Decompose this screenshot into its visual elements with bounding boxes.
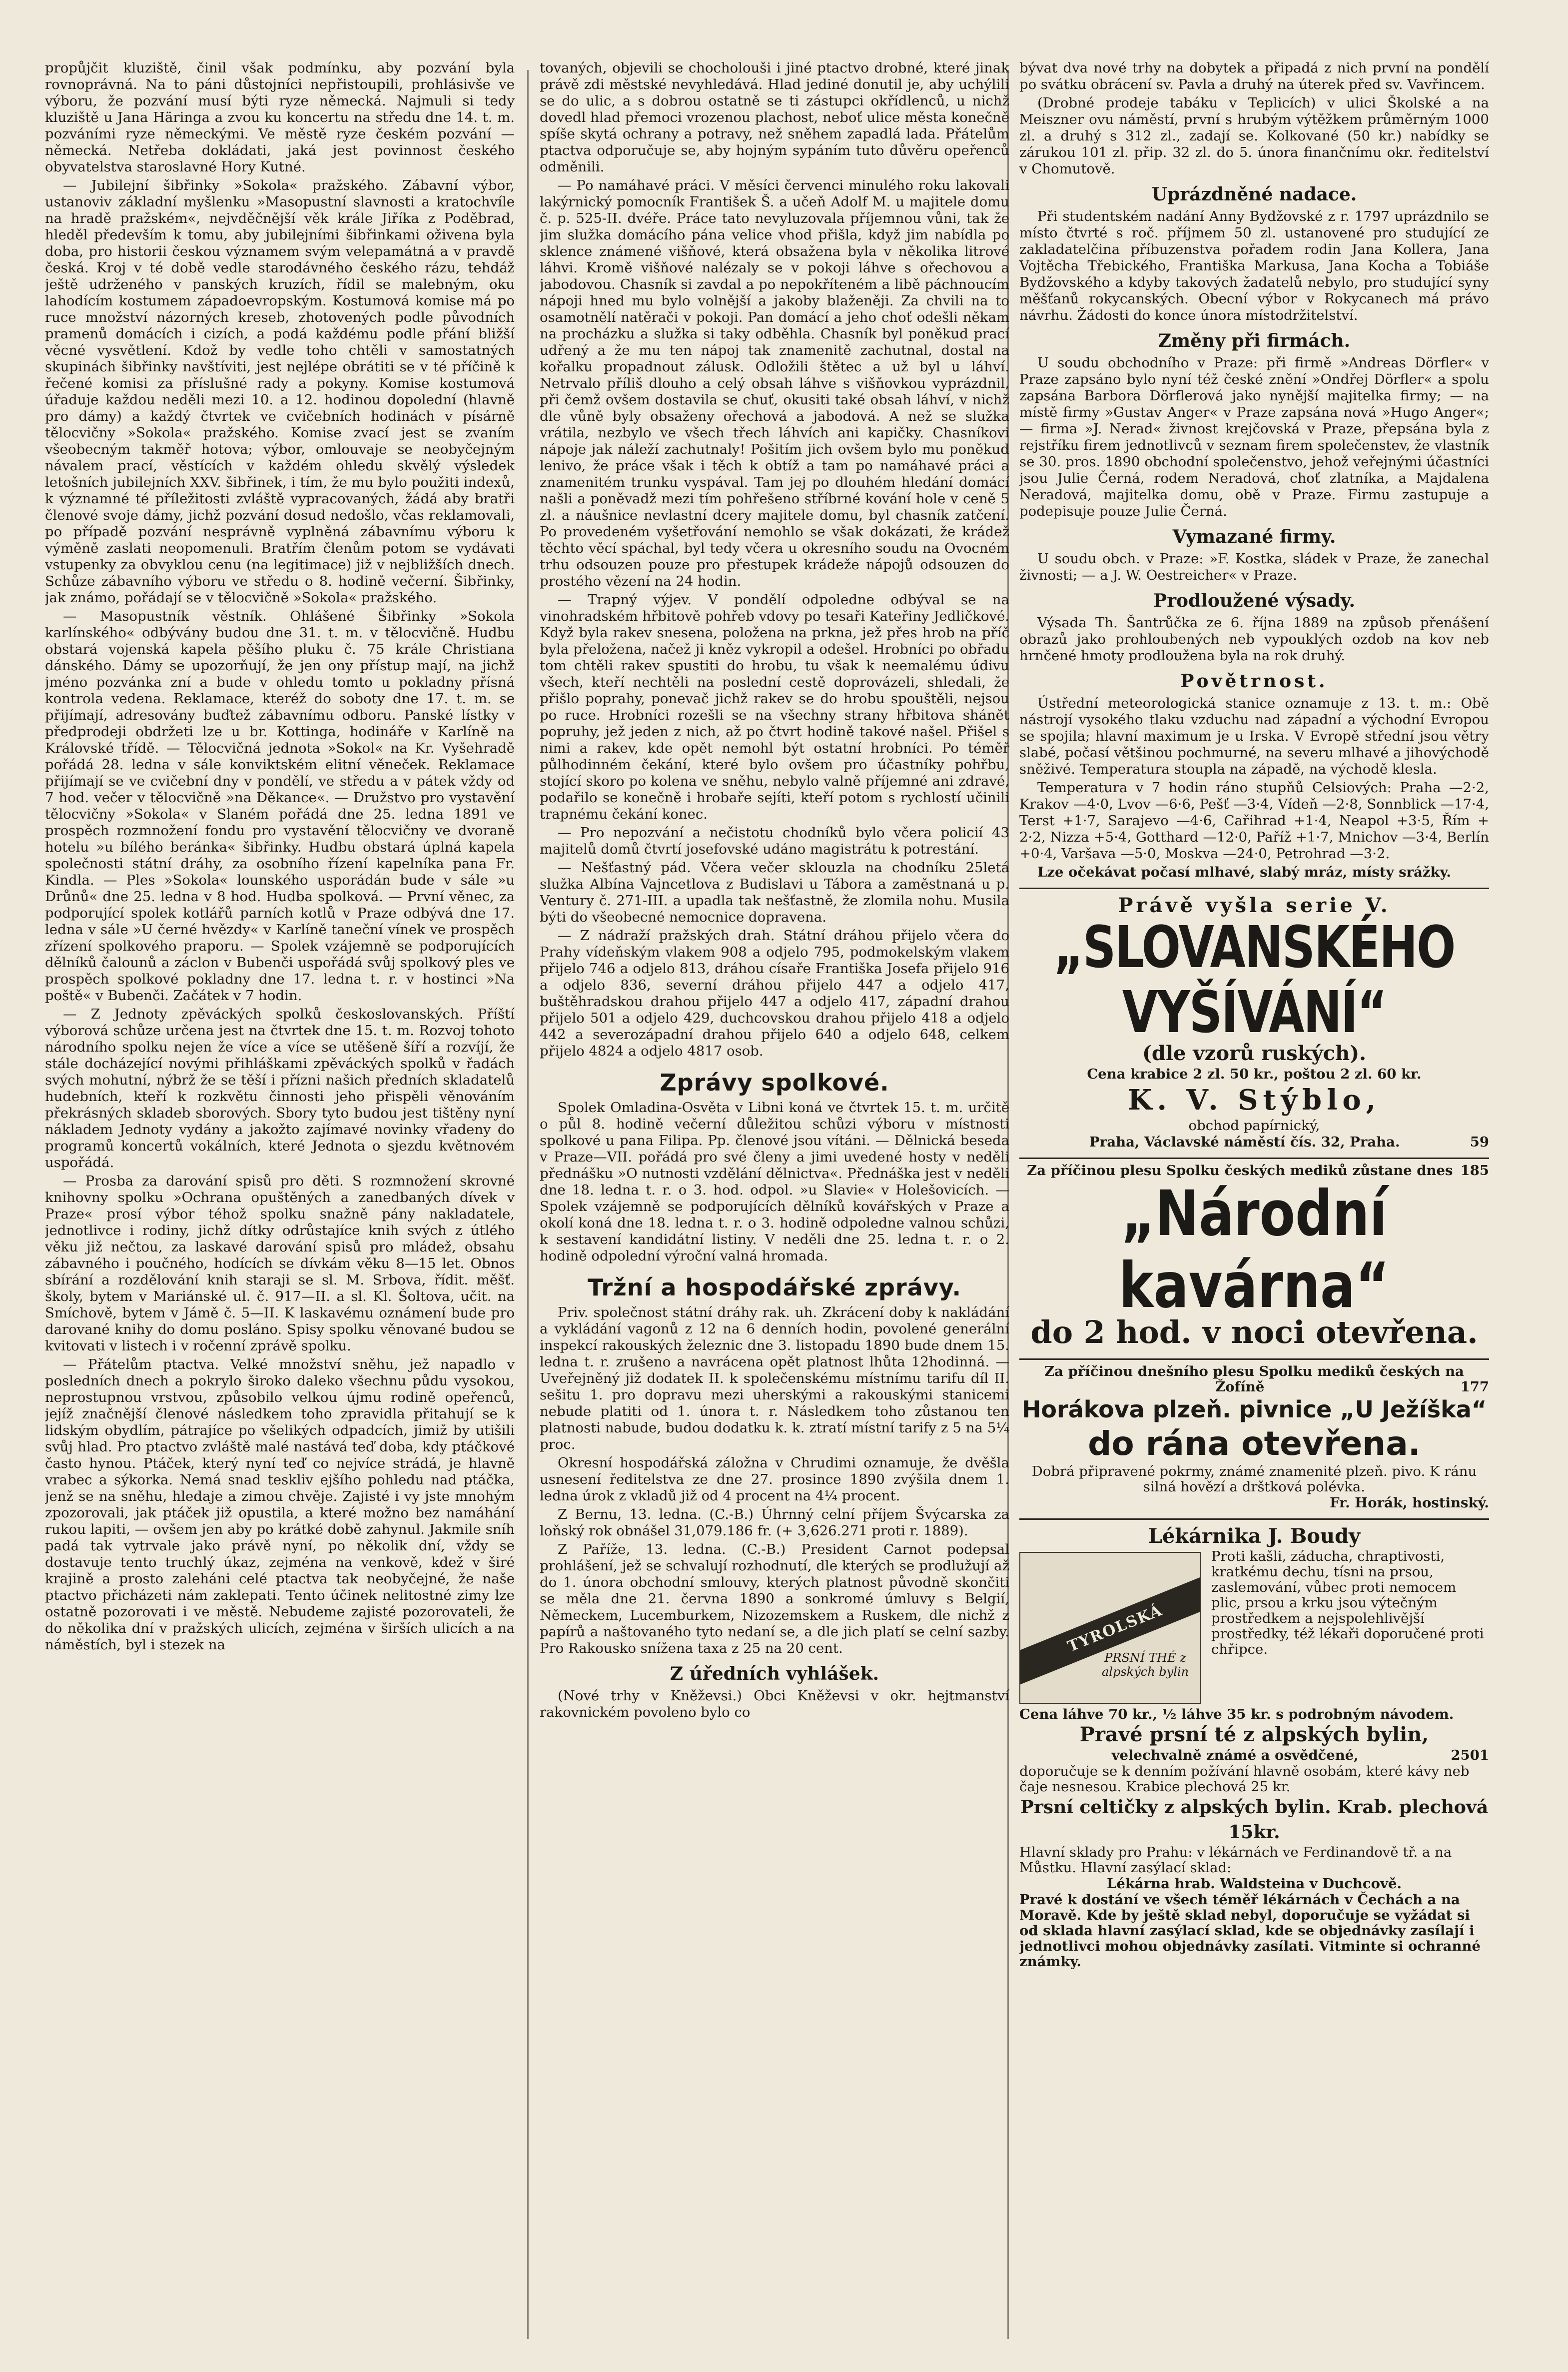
ad-text: Proti kašli, záducha, chraptivosti, kratkému dechu, tísni na prsou, zaslemování, vůbec proti nemocem plic, prsou a krku jsou výtečným prostředkem a nejspolehlivější prostředky, též lékaři doporučené proti chřipce. xyxy=(1211,1548,1484,1657)
section-heading: Povětrnost. xyxy=(1180,671,1328,692)
ad-depot: Hlavní sklady pro Prahu: v lékárnách ve Ferdinandově tř. a na Můstku. Hlavní zasýlací sklad: xyxy=(1019,1844,1452,1876)
article-text: Okresní hospodářská záložna v Chrudimi oznamuje, že dvěšla usnesení ředitelstva ze dne 27. prosince 1890 zvýšila dnem 1. ledna úrok z vkladů již od 4 procent na 4¼ procent. xyxy=(540,1455,1009,1504)
ad-shop: obchod papírnický, xyxy=(1188,1118,1320,1134)
article-text: — Nešťastný pád. Včera večer sklouzla na chodníku 25letá služka Albína Vajncetlova z Budislavi u Tábora a zaměstnaná u p. Ventury č. 271-III. a upadla tak nešťastně, že zlomila nohu. Musila býti do všeobecné nemocnice dopravena. xyxy=(540,860,1009,925)
article-text: U soudu obchodního v Praze: při firmě »Andreas Dörfler« v Praze zapsáno bylo nyní též české znění »Ondřej Dörfler« a spolu zapsána Barbora Dörflerová jako nynější majitelka firmy; — na místě firmy »Gustav Anger« v Praze zapsána nová »Hugo Anger«; — firma »J. Nerad« živnost krejčovská v Praze, přepsána byla z rejstříku firem jednotlivců v seznam firem společenstev, že vlastník se 30. pros. 1890 obchodní společenstvo, jehož veřejnými účastníci jsou Julie Černá, rodem Neradová, choť zlatníka, a Majdalena Neradová, majitelka domu, obě v Praze. Firmu zastupuje a podepisuje pouze Julie Černá. xyxy=(1019,355,1489,519)
section-heading: Prodloužené výsady. xyxy=(1153,590,1355,611)
article-text: Temperatura v 7 hodin ráno stupňů Celsiových: Praha —2·2, Krakov —4·0, Lvov —6·6, Pešť —3·4, Vídeň —2·8, Sonnblick —17·4, Terst +1·7, Sarajevo —4·6, Cařihrad +1·4, Neapol +3·5, Řím + 2·2, Nizza +5·4, Gotthard —12·0, Paříž +1·7, Mnichov —3·4, Berlín +0·4, Varšava —5·0, Moskva —24·0, Petrohrad —3·2. xyxy=(1019,780,1489,862)
section-heading: Změny při firmách. xyxy=(1158,330,1351,351)
article-text: Z Paříže, 13. ledna. (C.-B.) President Carnot podepsal prohlášení, jež se schvalují rozhodnutí, dle kterých se prodlužují až do 1. února obchodní smlouvy, kterých platnost původně skončiti se měla dne 21. června 1890 a sonkromé úmluvy s Belgií, Německem, Lucemburkem, Nizozemskem a Ruskem, dle nichž z papírů a naštovaného tyto nedaní se, a dle jich platí se celní sazby. Pro Rakousko snížena taxa z 25 na 20 cent. xyxy=(540,1541,1009,1656)
article-text: Výsada Th. Šantrůčka ze 6. října 1889 na způsob přenášení obrazů jako prohloubených neb vypouklých ozdob na kov neb hrnčené hmoty prodloužena byla na rok druhý. xyxy=(1019,615,1489,664)
package-sublabel: PRSNÍ THÉ z alpských bylin xyxy=(1101,1651,1189,1679)
ad-address: Praha, Václavské náměstí čís. 32, Praha. xyxy=(1089,1134,1400,1150)
article-text: Priv. společnost státní dráhy rak. uh. Zkrácení doby k nakládání a vykládání vagonů z 12 na 6 denních hodin, povolené generální inspekcí rakouských železnic dne 3. listopadu 1890 bude dnem 15. ledna t. r. zrušeno a navrácena opět platnost lhůta 12hodinná. — Uveřejněný již dodatek II. k společenskému místnímu tarifu díl II. sešitu 1. pro dopravu mezi uherskými a rakouskými stanicemi nebude platiti od 1. února t. r. Následkem toho zůstanou ten platnosti nabude, budou dodatku k. k. ztratí místní tarify z 5 na 5¼ proc. xyxy=(540,1304,1009,1452)
ad-depot-main: Lékárna hrab. Waldsteina v Duchcově. xyxy=(1106,1876,1402,1892)
ad-text: doporučuje se k denním požívání hlavně osobám, které kávy neb čaje nesnesou. Krabice plechová 25 kr. xyxy=(1019,1763,1470,1795)
article-text: tovaných, objevili se chocholouši i jiné ptactvo drobné, které jinak právě zdi městské nevyhledává. Hlad jediné donutil je, aby uchýlili se do ulic, a s dobrou ostatně se ti zástupci okřídlenců, u nichž dovedl hlad přemoci vrozenou plachost, neboť ulice města konečně spíše skytá ochrany a potravy, než sněhem zapadlá lada. Přátelům ptactva odporučuje se, aby hojným sypáním tuto důvěru opeřenců odměnili. xyxy=(540,60,1009,175)
ad-open: do rána otevřena. xyxy=(1088,1424,1421,1463)
ad-number: 185 xyxy=(1460,1163,1489,1179)
article-text: — Z Jednoty zpěváckých spolků českoslovanských. Příští výborová schůze určena jest na čtvrtek dne 15. t. m. Rozvoj tohoto národního spolku nejen že více a více se utěšeně šíří a rozvíjí, že stále docházející novými přihláškami zpěváckých spolků v řadách svých mohutní, nýbrž že se těší i přízni našich předních skladatelů hudebních, kteří k rozkvětu činnosti jeho přispěli věnováním překrásných skladeb sborových. Sbory tyto budou jest tištěny nyní nákladem Jednoty vydány a jakožto zajímavé novinky vřadeny do programů koncertů vokálních, které Jednota o sjezdu květnovém uspořádá. xyxy=(45,1006,515,1171)
article-text: Ústřední meteorologická stanice oznamuje z 13. t. m.: Obě nástrojí vysokého tlaku vzduchu nad západní a východní Evropou se spojila; hlavní maximum je u Irska. V Evropě střední jsou větry slabé, počasí většinou pochmurné, na severu mlhavé a jihovýchodě sněživé. Temperatura stoupla na západě, na východě klesla. xyxy=(1019,695,1489,777)
ad-title: „SLOVANSKÉHO VYŠÍVÁNÍ“ xyxy=(1053,914,1455,1046)
article-text: — Trapný výjev. V pondělí odpoledne odbýval se na vinohradském hřbitově pohřeb vdovy po tesaři Kateřiny Jedličkové. Když byla rakev snesena, položena na prkna, jež přes hrob na příč byla přeložena, načež ji kněz vykropil a odešel. Hrobníci po obřadu tom chtěli rakev spustiti do hrobu, tu však k neemalému údivu všech, kteří nechtěli na poslední cestě doprovázeli, shledali, že přišlo poprahy, ponevač jichž rakev se do hrobu spouštěli, nejsou po ruce. Hrobníci rozešli se na všechny strany hřbitova shánět popruhy, jež jeden z nich, až po čtvrt hodině takové našel. Přišel s nimi a rakev, kde opět nemohl být ostatní hrobníci. Po téměř půlhodinném čekání, které bylo ovšem pro účastníky pohřbu, stojící skoro po kolena ve sněhu, nebylo valně příjemné ani zdravé, podařilo se konečně i hrobaře sejíti, kteří potom s rychlostí učinili trapnému čekání konec. xyxy=(540,592,1009,822)
article-text: Spolek Omladina-Osvěta v Libni koná ve čtvrtek 15. t. m. určitě o půl 8. hodině večerní důležitou schůzi výboru v místnosti spolkové u pana Filipa. Pp. členové jsou vítáni. — Dělnická beseda v Praze—VII. pořádá pro své členy a jimi uvedené hosty v neděli přednášku »O nutnosti vzdělání dělnictva«. Přednáška jest v neděli dne 18. ledna t. r. o 3. hod. odpol. »u Slavie« v Holešovicích. — Spolek vzájemně se podporujících dělníků kovářských v Praze a okolí koná dne 18. ledna t. r. o 3. hodině odpoledne valnou schůzi, k sestavení kandidátní listiny. V neděli dne 25. ledna t. r. o 2. hodině odpolední výroční valná hromada. xyxy=(540,1100,1009,1264)
article-text: — Z nádraží pražských drah. Státní dráhou přijelo včera do Prahy vídeňským vlakem 908 a odjelo 795, podmokelským vlakem přijelo 746 a odjelo 813, dráhou císaře Františka Josefa přijelo 916 a odjelo 836, severní dráhou přijelo 447 a odjelo 417, buštěhradskou drahou přijelo 447 a odjelo 417, západní drahou přijelo 501 a odjelo 429, duchcovskou drahou přijelo 418 a odjelo 442 a severozápadní drahou přijelo 640 a odjelo 648, celkem přijelo 4824 a odjelo 4817 osob. xyxy=(540,928,1009,1059)
ad-line: velechvalně známé a osvědčené, xyxy=(1111,1747,1359,1763)
article-text: propůjčit kluziště, činil však podmínku, aby pozvání byla rovnoprávná. Na to páni důstojníci nepřistoupili, prohlásivše ve výboru, že pozvání musí býti ryze německá. Najmuli si tedy kluziště u Jana Häringa a zvou ku koncertu na středu dne 14. t. m. pozváními ryze německými. Ve městě ryze českém pozvání — německá. Netřeba dokládati, jaká jest povinnost českého obyvatelstva staroslavné Hory Kutné. xyxy=(45,60,515,175)
advertisement-embroidery xyxy=(1019,888,1489,1151)
column-1 xyxy=(45,60,515,2339)
article-text: bývat dva nové trhy na dobytek a připadá z nich první na pondělí po svátku obrácení sv. Pavla a druhý na úterek před sv. Vavřincem. xyxy=(1019,60,1489,92)
ad-subtitle: (dle vzorů ruských). xyxy=(1142,1042,1367,1065)
article-text: (Drobné prodeje tabáku v Teplicích) v ulici Školské a na Meiszner ovu náměstí, první s hrubým výtěžkem průměrným 1000 zl. a druhý s 312 zl., zadají se. Kolkované (50 kr.) nabídky se zárukou 101 zl. přip. 32 zl. do 5. února finančnímu okr. ředitelství v Chomutově. xyxy=(1019,95,1489,177)
article-text: — Pro nepozvání a nečistotu chodníků bylo včera policií 43 majitelů domů čtvrtí josefovské udáno magistrátu k potrestání. xyxy=(540,825,1009,857)
advertisement-national-cafe xyxy=(1019,1158,1489,1351)
ad-text: Dobrá připravené pokrmy, známé znamenité plzeň. pivo. K ránu silná hovězí a drštková polévka. xyxy=(1031,1463,1477,1495)
ad-hours: do 2 hod. v noci otevřena. xyxy=(1030,1314,1478,1350)
ad-title: Pravé prsní té z alpských bylin, xyxy=(1079,1723,1429,1746)
ad-price: Cena krabice 2 zl. 50 kr., poštou 2 zl. 60 kr. xyxy=(1087,1066,1422,1082)
article-text: Z Bernu, 13. ledna. (C.-B.) Úhrnný celní příjem Švýcarska za loňský rok obnášel 31,079.186 fr. (+ 3,626.271 proti r. 1889). xyxy=(540,1506,1009,1539)
ad-signature: Fr. Horák, hostinský. xyxy=(1330,1495,1489,1511)
ad-title: Horákova plzeň. pivnice „U Ježíška“ xyxy=(1021,1396,1487,1423)
advertisement-pharmacy xyxy=(1019,1518,1489,1970)
column-3 xyxy=(1019,60,1489,2339)
section-heading: Vymazané firmy. xyxy=(1172,526,1336,547)
ad-title: Lékárnika J. Boudy xyxy=(1148,1524,1361,1548)
advertisement-beer-hall xyxy=(1019,1358,1489,1511)
ad-footer: Pravé k dostání ve všech téměř lékárnách v Čechách a na Moravě. Kde by ještě sklad nebyl, doporučuje se vyžádat si od sklada hlavní zasýlací sklad, kde se objednávky zasílají i jednotlivci mohou objednávky zasílati. Vitminte si ochranné známky. xyxy=(1019,1892,1481,1970)
ad-headline: Právě vyšla serie V. xyxy=(1118,894,1391,917)
article-text: — Jubilejní šibřinky »Sokola« pražského. Zábavní výbor, ustanoviv základní myšlenku »Masopustní slavnosti a kratochvíle na hradě pražském«, nejvděčnější věk krále Jiříka z Poděbrad, hleděl především k tomu, aby jubilejními šibřinkami oživena byla doba, pro historii českou významem svým velepamátná a v pravdě česká. Kroj v té době vedle starodávného českého rázu, tehdáž ještě udrženého v panských kruzích, řídil se malebným, oku lahodícím kostumem západoevropským. Kostumová komise má po ruce množství názorných kreseb, zhotovených podle původních pramenů domácích i cizích, a podá každému podle přání bližší věcné vysvětlení. Kdož by vedle toho chtěli v samostatných skupinách šibřinky navštíviti, jest nejlépe obrátiti se v té příčině k řečené komisi za příslušné rady a pokyny. Komise kostumová úřaduje každou neděli mezi 10. a 12. hodinou dopolední (hlavně pro dámy) a každý čtvrtek ve cvičebních hodinách v písárně tělocvičny »Sokola« pražského. Komise zvací jest se zvaním všeobecným takměř hotova; výbor, omlouvaje se neobyčejným návalem prací, věstících v každém ohledu skvělý výsledek letošních jubilejních XXV. šibřinek, i tím, že mu bylo použiti indexů, k významné té příležitosti zvláště vypracovaných, žádá aby bratři členové svoje dámy, jichž pozvání dosud nedošlo, včas reklamovali, po případě pozvání nesprávně vyplněná zábavnímu výboru k výměně zaslati neopomenuli. Bratřím členům potom se vydávati vstupenky za obvyklou cenu (na legitimace) již v nejbližších dnech. Schůze zábavního výboru ve středu o 8. hodině večerní. Šibřinky, jak známo, pořádají se v tělocvičně »Sokola« pražského. xyxy=(45,177,515,606)
ad-intro: Za příčinou dnešního plesu Spolku mediků českých na Žofíně xyxy=(1044,1363,1464,1395)
column-divider xyxy=(527,70,529,2339)
section-heading: Tržní a hospodářské zprávy. xyxy=(588,1274,961,1301)
ad-title: Prsní celtičky z alpských bylin. Krab. plechová 15kr. xyxy=(1020,1797,1489,1843)
ad-price: Cena láhve 70 kr., ½ láhve 35 kr. s podrobným návodem. xyxy=(1019,1706,1454,1722)
section-heading: Uprázdněné nadace. xyxy=(1151,184,1357,205)
package-label: TYROLSKÁ xyxy=(1019,1573,1201,1685)
ad-firm: K. V. Stýblo, xyxy=(1127,1084,1381,1117)
ad-number: 2501 xyxy=(1451,1747,1489,1763)
section-heading: Zprávy spolkové. xyxy=(660,1069,889,1096)
article-text: U soudu obch. v Praze: »F. Kostka, sládek v Praze, že zanechal živnosti; — a J. W. Oestreicher« v Praze. xyxy=(1019,551,1489,583)
ad-number: 177 xyxy=(1460,1379,1489,1395)
article-text: (Nové trhy v Kněževsi.) Obci Kněževsi v okr. hejtmanství rakovnickém povoleno bylo co xyxy=(540,1688,1009,1720)
ad-title: „Národní kavárna“ xyxy=(1119,1177,1390,1322)
article-text: — Masopustník věstník. Ohlášené Šibřinky »Sokola karlínského« odbývány budou dne 31. t. m. v tělocvičně. Hudbu obstará vojenská kapela pěšího pluku č. 75 krále Christiana dánského. Dámy se upozorňují, že jen ony přístup mají, na jichž jméno pozvánka zní a bude v ohledu tomto u pokladny přísná kontrola vedena. Reklamace, kteréž do soboty dne 17. t. m. se přijímají, adresovány buďtež zábavnímu odboru. Panské lístky v předprodeji obdržeti lze u br. Kottinga, hodináře v Karlíně na Královské třídě. — Tělocvičná jednota »Sokol« na Kr. Vyšehradě pořádá 28. ledna v sále konviktském elitní věneček. Reklamace přijímají se ve cvičební dny v pondělí, ve středu a v pátek vždy od 7 hod. večer v tělocvičně »na Děkance«. — Družstvo pro vystavění tělocvičny »Sokola« v Slaném pořádá dne 25. ledna 1891 ve prospěch rozmnožení fondu pro vystavění tělocvičny ve dvoraně hotelu »u bílého beránka« šibřinky. Hudbu obstará úplná kapela společnosti státní dráhy, za osobního řízení kapelníka pana Fr. Kindla. — Ples »Sokola« lounského usporádán bude v sále »u Drůnů« dne 25. ledna v 8 hod. Hudba spolková. — První věnec, za podporující spolek kotlářů parních kotlů v Praze odbývá dne 17. ledna v sále »U černé hvězdy« v Karlíně taneční vínek ve prospěch zřízení spolkového praporu. — Spolek vzájemně se podporujících dělníků čalounů a záclon v Bubenči uspořádá svůj spolkový ples ve prospěch spolkové pokladny dne 17. ledna t. r. v hostinci »Na poště« v Bubenči. Začátek v 7 hodin. xyxy=(45,608,515,1004)
ad-number: 59 xyxy=(1470,1134,1489,1150)
article-text: — Prosba za darování spisů pro děti. S rozmnožení skrovné knihovny spolku »Ochrana opuštěných a zanedbaných dívek v Praze« prosí výbor téhož spolku snažně pány nakladatele, jednotlivce i rodiny, jichž dítky odrůstajíce knih svých z útlého věku již nečtou, za laskavé darování spisů pro mládež, obsahu zábavného i poučného, hodících se dívkám věku 8—15 let. Obnos sbírání a rozdělování knih staraji se sl. M. Srbova, řídit. měšť. školy, bytem v Mariánské ul. č. 917—II. a sl. Kl. Šoltova, učit. na Smíchově, bytem v Jámě č. 5—II. K laskavému oznámení bude pro darované knihy do domu posláno. Spisy spolku věnované budou se kvitovati v listech i v ročenní zprávě spolku. xyxy=(45,1173,515,1354)
ad-intro: Za příčinou plesu Spolku českých mediků zůstane dnes xyxy=(1027,1163,1453,1179)
tea-package-image xyxy=(1019,1552,1201,1704)
column-2 xyxy=(540,60,1009,2339)
article-text: — Přátelům ptactva. Velké množství sněhu, jež napadlo v posledních dnech a pokrylo široko daleko všechnu půdu vysokou, neprostupnou vrstvou, způsobilo velkou újmu rodině opeřenců, jejíž značnější členové následkem toho zpravidla přitahují se k lidským obydlím, pátrajíce po všelikých odpadcích, jimiž by utišili svůj hlad. Pro ptactvo zvláště malé nastává teď doba, kdy ptáčkové často hynou. Ptáček, který nyní teď co nejvíce strádá, je hlavně vrabec a sýkorka. Nemá snad teskliv ejšího pohledu nad ptáčka, jenž se na sněhu, hledaje a zimou chvěje. Zajisté i vy jste mnohým zpozorovali, jak ptáček již opustila, a které možno bez namáhání rukou lapiti, — ovšem jen aby po krátké době zahynul. Jakmile sníh padá tak vytrvale jako právě nyní, po několik dní, vždy se dostavuje tento truchlý úkaz, zejména na venkově, kdež v širé krajině a prosto zaleháni celé ptactva tak neobyčejné, že naše ptactvo přicházeti nám zaklepati. Tento účinek nelitostné zimy lze ostatně pozorovati i ve městě. Nebudeme zajisté pozorovateli, že do několika dní v pražských ulicích, zejména v širších ulicích a na náměstích, byl i stezek na xyxy=(45,1356,515,1653)
article-text: Při studentském nadání Anny Bydžovské z r. 1797 uprázdnilo se místo čtvrté s roč. příjmem 50 zl. ustanovené pro studující ze zakladatelčina příbuzenstva pořadem rodin Jana Kollera, Jana Vojtěcha Třebického, Františka Markusa, Jana Kocha a Tobiáše Bydžovského a kdyby takových žadatelů nebylo, pro studující syny měšťanů rokycanských. Obecní výbor v Rokycanech má právo návrhu. Žádosti do konce února místodržitelství. xyxy=(1019,208,1489,323)
article-text: Lze očekávat počasí mlhavé, slabý mráz, místy srážky. xyxy=(1037,864,1452,880)
section-heading: Z úředních vyhlášek. xyxy=(670,1663,879,1684)
article-text: — Po namáhavé práci. V měsíci červenci minulého roku lakovali lakýrnický pomocník František Š. a učeň Adolf M. u majitele domu č. p. 525-II. dvéře. Práce tato nevyluzovala příjemnou vůni, tak že jim služka domácího pána velice vhod přišla, když jim nabídla po sklence známené višňové, která obsažena byla v několika litrové láhvi. Kromě višňové nalézaly se v pokoji láhve s ořechovou a jabodovou. Chasník si zavdal a po nepokříteném a libě páchnoucím nápoji hned mu bylo volnější a jakoby blaženěji. Za chvili na to osamotnělí natěrači v pokoji. Pan domácí a jeho choť odešli někam na procházku a služka si taky odběhla. Chasník byl poněkud prací udřený a že mu ten nápoj tak znamenitě zachutnal, dostal na kořalku propadnout zálusk. Odložili štětec a už byl u láhví. Netrvalo příliš dlouho a celý obsah láhve s višňovkou vyprázdnil, při čemž ovšem dostavila se chuť, okusiti také obsah láhví, v nichž dle vůně byly obsaženy ořechová a jabodová. A než se služka vrátila, nezbylo ve všech třech láhvích ani kapičky. Chasníkovi nápoje jak náleží zachutnaly! Pošitím jich ovšem bylo mu poněkud lenivo, že práce však i těch k obtíž a tam po namáhavé práci a znamenitém trunku vyspával. Tam jej po dlouhém hledání domácí našli a poněvadž mezi tím pohřešeno stříbrné kování hole v ceně 5 zl. a náušnice nevlastní dcery majitele domu, byl chasník zatčení. Po provedeném vyšetřování nemohlo se však dokázati, že krádež těchto věcí spáchal, byl tedy včera u okresního soudu na Ovocném trhu odsouzen pouze pro přestupek krádeže nápojů odsouzen do prostého vězení na 24 hodin. xyxy=(540,177,1009,589)
